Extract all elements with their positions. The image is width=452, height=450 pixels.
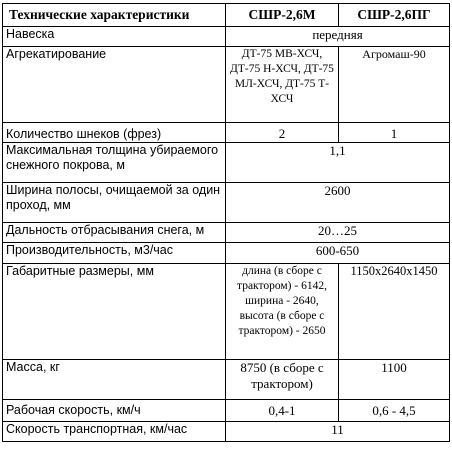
header-row — [3, 4, 450, 27]
row-value-m: 2 — [226, 123, 339, 143]
row-label: Скорость транспортная, км/час — [3, 422, 226, 442]
header-model-m: СШР-2,6М — [226, 4, 339, 27]
row-label: Навеска — [3, 27, 226, 47]
row-value-pg: 1 — [339, 123, 450, 143]
row-value: 11 — [226, 422, 450, 442]
header-characteristics: Технические характеристики — [3, 4, 226, 27]
row-label: Рабочая скорость, км/ч — [3, 400, 226, 422]
specs-table — [2, 3, 450, 442]
row-value-pg: 1150x2640x1450 — [339, 264, 450, 360]
row-label: Масса, кг — [3, 360, 226, 400]
table-row — [3, 264, 450, 360]
header-model-pg: СШР-2,6ПГ — [339, 4, 450, 27]
row-value: 1,1 — [226, 143, 450, 183]
row-value: 2600 — [226, 183, 450, 223]
row-label: Максимальная толщина убираемого снежного покрова, м — [3, 143, 226, 183]
table-row — [3, 422, 450, 442]
table-row — [3, 243, 450, 264]
table-row — [3, 223, 450, 243]
row-label: Количество шнеков (фрез) — [3, 123, 226, 143]
row-value-m: 8750 (в сборе с трактором) — [226, 360, 339, 400]
row-value-m: ДТ-75 МВ-ХСЧ, ДТ-75 Н-ХСЧ, ДТ-75 МЛ-ХСЧ, ДТ-75 Т-ХСЧ — [226, 47, 339, 123]
row-value: передняя — [226, 27, 450, 47]
table-row — [3, 183, 450, 223]
row-value-pg: 0,6 - 4,5 — [339, 400, 450, 422]
row-label: Габаритные размеры, мм — [3, 264, 226, 360]
table-row — [3, 360, 450, 400]
row-value: 20…25 — [226, 223, 450, 243]
row-label: Дальность отбрасывания снега, м — [3, 223, 226, 243]
row-value-pg: Агромаш-90 — [339, 47, 450, 123]
row-label: Производительность, м3/час — [3, 243, 226, 264]
row-value-pg: 1100 — [339, 360, 450, 400]
row-label: Агрекатирование — [3, 47, 226, 123]
table-row — [3, 400, 450, 422]
table-row — [3, 143, 450, 183]
row-label: Ширина полосы, очищаемой за один проход, мм — [3, 183, 226, 223]
table-row — [3, 47, 450, 123]
row-value-m: длина (в сборе с трактором) - 6142, ширина - 2640, высота (в сборе с трактором) - 2650 — [226, 264, 339, 360]
row-value-m: 0,4-1 — [226, 400, 339, 422]
row-value: 600-650 — [226, 243, 450, 264]
table-row — [3, 123, 450, 143]
table-row — [3, 27, 450, 47]
